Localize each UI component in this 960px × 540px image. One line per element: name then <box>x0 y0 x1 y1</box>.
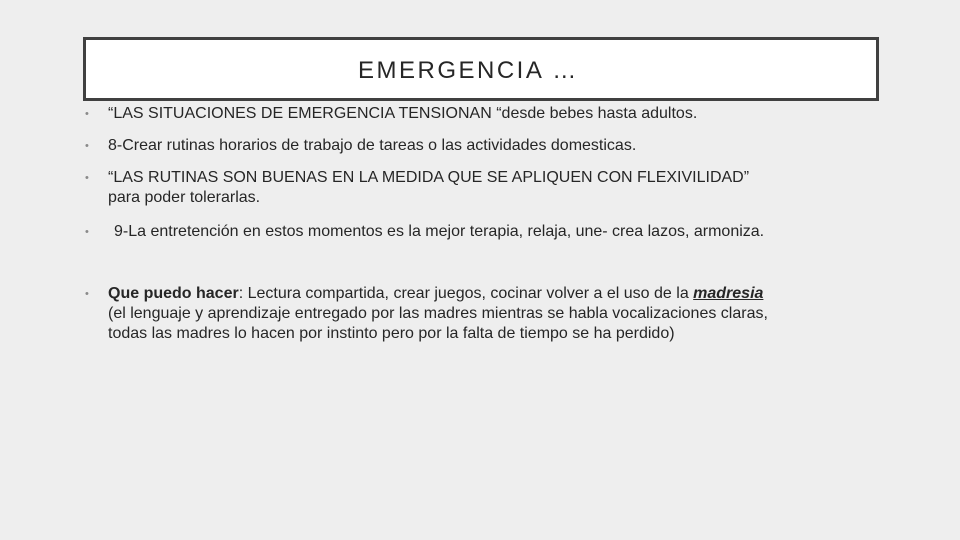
bullet-text: 9-La entretención en estos momentos es la mejor terapia, relaja, une- crea lazos, armoniza. <box>114 223 765 240</box>
bullet-text-line <box>108 284 858 304</box>
bullet-dot: • <box>85 172 89 184</box>
bullet-text-line: “LAS RUTINAS SON BUENAS EN LA MEDIDA QUE SE APLIQUEN CON FLEXIVILIDAD” <box>108 169 750 186</box>
slide-title: EMERGENCIA … <box>358 57 579 84</box>
bullet-text: 8-Crear rutinas horarios de trabajo de tareas o las actividades domesticas. <box>108 137 637 154</box>
bullet-dot: • <box>85 226 89 238</box>
bullet-text-line: todas las madres lo hacen por instinto pero por la falta de tiempo se ha perdido) <box>108 325 675 342</box>
bullet-dot: • <box>85 140 89 152</box>
bullet-emphasis: madresia <box>693 285 764 302</box>
bullet-text-line: (el lenguaje y aprendizaje entregado por las madres mientras se habla vocalizaciones claras, <box>108 305 768 322</box>
bullet-text-block <box>108 168 858 208</box>
bullet-lead-rest: : Lectura compartida, crear juegos, cocinar volver a el uso de la <box>238 285 694 302</box>
title-box <box>83 37 879 101</box>
bullet-text-line: para poder tolerarlas. <box>108 189 261 206</box>
bullet-lead-bold: Que puedo hacer <box>108 285 239 302</box>
bullet-dot: • <box>85 108 89 120</box>
bullet-dot: • <box>85 288 89 300</box>
bullet-text-block <box>108 284 858 344</box>
bullet-text: “LAS SITUACIONES DE EMERGENCIA TENSIONAN “desde bebes hasta adultos. <box>108 105 698 122</box>
